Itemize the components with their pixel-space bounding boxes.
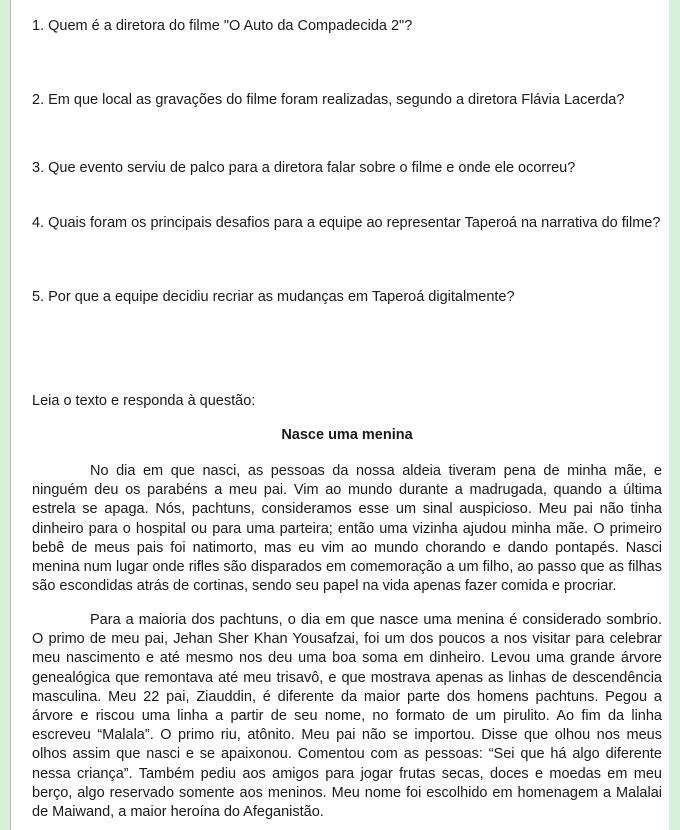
question-4: 4. Quais foram os principais desafios para a equipe ao representar Taperoá na narrativa do filme?	[32, 215, 661, 231]
reading-instruction: Leia o texto e responda à questão:	[32, 393, 256, 409]
question-1: 1. Quem é a diretora do filme "O Auto da Compadecida 2"?	[32, 18, 413, 34]
question-2: 2. Em que local as gravações do filme foram realizadas, segundo a diretora Flávia Lacerda?	[32, 92, 625, 108]
question-5: 5. Por que a equipe decidiu recriar as mudanças em Taperoá digitalmente?	[32, 289, 515, 305]
paragraph-2: Para a maioria dos pachtuns, o dia em que nasce uma menina é considerado sombrio. O primo de meu pai, Jehan Sher Khan Yousafzai, foi um dos poucos a nos visitar para celebrar meu nascimento e até mesmo nos deu uma boa soma em dinheiro. Levou uma grande árvore genealógica que remontava até meu trisavô, e que mostrava apenas as linhas de descendência masculina. Meu 22 pai, Ziauddin, é diferente da maior parte dos homens pachtuns. Pegou a árvore e riscou uma linha a partir de seu nome, no formato de um pirulito. Ao fim da linha escreveu “Malala”. O primo riu, atônito. Meu pai não se importou. Disse que olhou nos meus olhos assim que nasci e se apaixonou. Comentou com as pessoas: “Sei que há algo diferente nessa criança”. Também pediu aos amigos para jogar frutas secas, doces e moedas em meu berço, algo reservado somente aos meninos. Meu nome foi escolhido em homenagem a Malalai de Maiwand, a maior heroína do Afeganistão.	[32, 612, 662, 821]
right-margin-strip	[668, 0, 680, 830]
paragraph-1: No dia em que nasci, as pessoas da nossa aldeia tiveram pena de minha mãe, e ninguém deu os parabéns a meu pai. Vim ao mundo durante a madrugada, quando a última estrela se apaga. Nós, pachtuns, consideramos esse um sinal auspicioso. Meu pai não tinha dinheiro para o hospital ou para uma parteira; então uma vizinha ajudou minha mãe. O primeiro bebê de meus pais foi natimorto, mas eu vim ao mundo chorando e dando pontapés. Nasci menina num lugar onde rifles são disparados em comemoração a um filho, ao passo que as filhas são escondidas atrás de cortinas, sendo seu papel na vida apenas fazer comida e procriar.	[32, 463, 662, 595]
question-3: 3. Que evento serviu de palco para a diretora falar sobre o filme e onde ele ocorreu?	[32, 160, 576, 176]
text-title: Nasce uma menina	[281, 427, 413, 443]
left-margin-strip	[0, 0, 11, 830]
document-page	[11, 0, 669, 830]
